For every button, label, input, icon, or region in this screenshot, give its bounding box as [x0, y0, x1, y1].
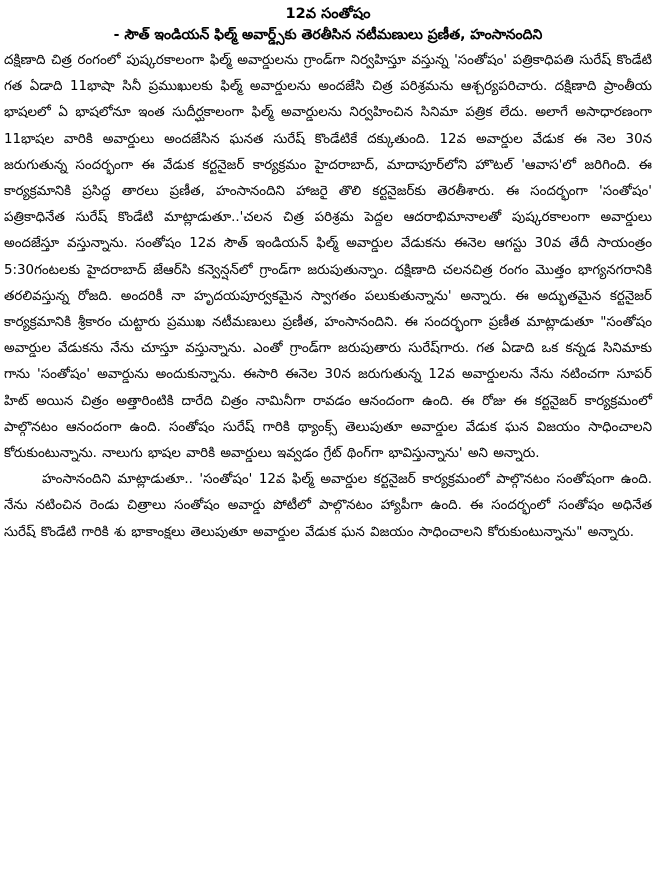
article-title: 12వ సంతోషం	[285, 6, 371, 22]
article-paragraph-1: దక్షిణాది చిత్ర రంగంలో పుష్కరకాలంగా ఫిల్మ్ అవార్డులను గ్రాండ్‌గా నిర్వహిస్తూ వస్తున్న 'సంతోషం' పత్రికాధిపతి సురేష్ కొండేటి గత ఏడాది 11భాషా సినీ ప్రముఖులకు ఫిల్మ్ అవార్డులను అందజేసి చిత్ర పరిశ్రమను ఆశ్చర్యపరిచారు. దక్షిణాది ప్రాంతీయ భాషలలో ఏ భాషలోనూ ఇంత సుదీర్ఘకాలంగా ఫిల్మ్ అవార్డులను నిర్వహించిన సినిమా పత్రిక లేదు. అలాగే అసాధారణంగా 11భాషల వారికి అవార్డులు అందజేసిన ఘనత సురేష్ కొండేటికే దక్కుతుంది. 12వ అవార్డుల వేడుక ఈ నెల 30న జరుగుతున్న సందర్భంగా ఈ వేడుక కర్టనైజర్ కార్యక్రమం హైదరాబాద్, మాదాపూర్‌లోని హొటల్ 'ఆవాస'లో జరిగింది. ఈ కార్యక్రమానికి ప్రసిద్ధ తారలు ప్రణీత, హంసానందిని హాజరై తొలి కర్టనైజర్‌కు తెరతీశారు. ఈ సందర్భంగా 'సంతోషం' పత్రికాధినేత సురేష్ కొండేటి మాట్లాడుతూ..'చలన చిత్ర పరిశ్రమ పెద్దల ఆదరాభిమానాలతో పుష్కరకాలంగా అవార్డులు అందజేస్తూ వస్తున్నాను. సంతోషం 12వ సౌత్ ఇండియన్ ఫిల్మ్ అవార్డుల వేడుకను ఈనెల ఆగస్టు 30వ తేదీ సాయంత్రం 5:30గంటలకు హైదరాబాద్ జేఆర్‌సి కన్వెన్షన్‌లో గ్రాండ్‌గా జరుపుతున్నాం. దక్షిణాది చలనచిత్ర రంగం మొత్తం భాగ్యనగరానికి తరలివస్తున్న రోజది. అందరికీ నా హృదయపూర్వకమైన స్వాగతం పలుకుతున్నాను' అన్నారు. ఈ అద్భుతమైన కర్టనైజర్ కార్యక్రమానికి శ్రీకారం చుట్టారు ప్రముఖ నటీమణులు ప్రణీత, హంసానందిని. ఈ సందర్భంగా ప్రణీత మాట్లాడుతూ "సంతోషం అవార్డుల వేడుకను నేను చూస్తూ వస్తున్నాను. ఎంతో గ్రాండ్‌గా జరుపుతారు సురేష్‌గారు. గత ఏడాది ఒక కన్నడ సినిమాకు గాను 'సంతోషం' అవార్డును అందుకున్నాను. ఈసారి ఈనెల 30న జరుగుతున్న 12వ అవార్డులను నేను నటించగా సూపర్ హిట్ అయిన చిత్రం అత్తారింటికి దారేది చిత్రం నామినీగా రావడం ఆనందంగా ఉంది. ఈ రోజు ఈ కర్టనైజర్ కార్యక్రమంలో పాల్గొనటం ఆనందంగా ఉంది. సంతోషం సురేష్ గారికి థ్యాంక్స్ తెలుపుతూ అవార్డుల వేడుక ఘన విజయం సాధించాలని కోరుకుంటున్నాను. నాలుగు భాషల వారికి అవార్డులు ఇవ్వడం గ్రేట్ థింగ్‌గా భావిస్తున్నాను' అని అన్నారు.	[4, 53, 652, 462]
article-subtitle: - సౌత్ ఇండియన్ ఫిల్మ్ అవార్డ్స్‌కు తెరతీసిన నటీమణులు ప్రణీత, హంసానందిని	[113, 27, 543, 43]
article-paragraph-2: హంసానందిని మాట్లాడుతూ.. 'సంతోషం' 12వ ఫిల్మ్ అవార్డుల కర్టనైజర్ కార్యక్రమంలో పాల్గొనటం సంతోషంగా ఉంది. నేను నటించిన రెండు చిత్రాలు సంతోషం అవార్డు పోటీలో పాల్గొనటం హ్యాపీగా ఉంది. ఈ సందర్భంలో సంతోషం అధినేత సురేష్ కొండేటి గారికి శు భాకాంక్షలు తెలుపుతూ అవార్డుల వేడుక ఘన విజయం సాధించాలని కోరుకుంటున్నాను" అన్నారు.	[4, 472, 652, 540]
